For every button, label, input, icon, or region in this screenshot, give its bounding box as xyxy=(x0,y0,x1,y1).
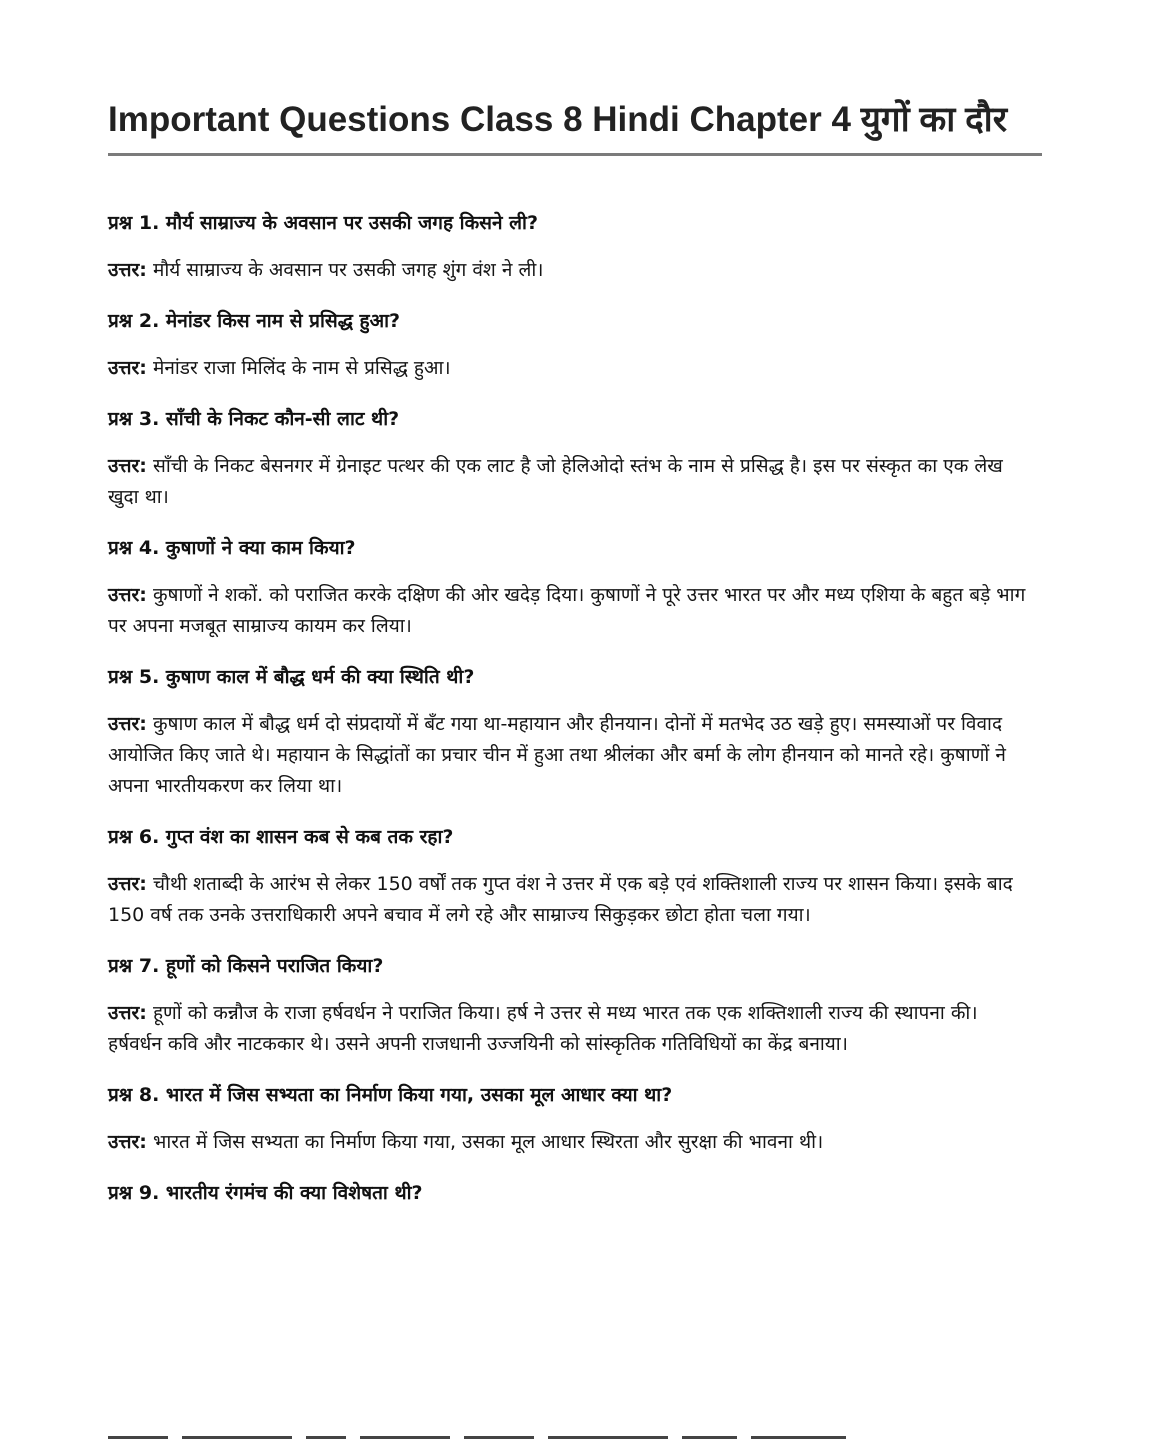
answer-label: उत्तर: xyxy=(108,1131,147,1153)
question-6: प्रश्न 6. गुप्त वंश का शासन कब से कब तक रहा? xyxy=(108,826,454,848)
answer-text: भारत में जिस सभ्यता का निर्माण किया गया, उसका मूल आधार स्थिरता और सुरक्षा की भावना थी। xyxy=(152,1131,824,1153)
question-answer-list xyxy=(108,208,1033,1208)
answer-5 xyxy=(108,709,1033,802)
answer-text: चौथी शताब्दी के आरंभ से लेकर 150 वर्षों तक गुप्त वंश ने उत्तर में एक बड़े एवं शक्तिशाली राज्य पर शासन किया। इसके बाद 150 वर्ष तक उनके उत्तराधिकारी अपने बचाव में लगे रहे और साम्राज्य सिकुड़कर छोटा होता चला गया। xyxy=(108,873,1013,926)
answer-1 xyxy=(108,255,1033,286)
question-7: प्रश्न 7. हूणों को किसने पराजित किया? xyxy=(108,955,384,977)
cut-off-text-line xyxy=(108,1436,908,1444)
answer-2 xyxy=(108,353,1033,384)
answer-4 xyxy=(108,580,1033,642)
answer-label: उत्तर: xyxy=(108,873,147,895)
answer-label: उत्तर: xyxy=(108,713,147,735)
question-1: प्रश्न 1. मौर्य साम्राज्य के अवसान पर उसकी जगह किसने ली? xyxy=(108,212,538,234)
answer-text: मेनांडर राजा मिलिंद के नाम से प्रसिद्ध हुआ। xyxy=(152,357,451,379)
answer-label: उत्तर: xyxy=(108,259,147,281)
question-8: प्रश्न 8. भारत में जिस सभ्यता का निर्माण किया गया, उसका मूल आधार क्या था? xyxy=(108,1084,673,1106)
answer-text: मौर्य साम्राज्य के अवसान पर उसकी जगह शुंग वंश ने ली। xyxy=(152,259,544,281)
answer-label: उत्तर: xyxy=(108,455,147,477)
question-9: प्रश्न 9. भारतीय रंगमंच की क्या विशेषता थी? xyxy=(108,1182,423,1204)
answer-label: उत्तर: xyxy=(108,357,147,379)
answer-text: कुषाण काल में बौद्ध धर्म दो संप्रदायों में बँट गया था-महायान और हीनयान। दोनों में मतभेद उठ खड़े हुए। समस्याओं पर विवाद आयोजित किए जाते थे। महायान के सिद्धांतों का प्रचार चीन में हुआ तथा श्रीलंका और बर्मा के लोग हीनयान को मानते रहे। कुषाणों ने अपना भारतीयकरण कर लिया था। xyxy=(108,713,1006,797)
question-3: प्रश्न 3. साँची के निकट कौन-सी लाट थी? xyxy=(108,408,400,430)
question-5: प्रश्न 5. कुषाण काल में बौद्ध धर्म की क्या स्थिति थी? xyxy=(108,666,475,688)
answer-3 xyxy=(108,451,1033,513)
question-2: प्रश्न 2. मेनांडर किस नाम से प्रसिद्ध हुआ? xyxy=(108,310,401,332)
question-4: प्रश्न 4. कुषाणों ने क्या काम किया? xyxy=(108,537,356,559)
answer-6 xyxy=(108,869,1033,931)
answer-text: साँची के निकट बेसनगर में ग्रेनाइट पत्थर की एक लाट है जो हेलिओदो स्तंभ के नाम से प्रसिद्ध है। इस पर संस्कृत का एक लेख खुदा था। xyxy=(108,455,1003,508)
answer-label: उत्तर: xyxy=(108,1002,147,1024)
answer-text: हूणों को कन्नौज के राजा हर्षवर्धन ने पराजित किया। हर्ष ने उत्तर से मध्य भारत तक एक शक्तिशाली राज्य की स्थापना की। हर्षवर्धन कवि और नाटककार थे। उसने अपनी राजधानी उज्जयिनी को सांस्कृतिक गतिविधियों का केंद्र बनाया। xyxy=(108,1002,978,1055)
answer-label: उत्तर: xyxy=(108,584,147,606)
title-divider xyxy=(108,153,1042,156)
answer-7 xyxy=(108,998,1033,1060)
answer-8 xyxy=(108,1127,1033,1158)
page-title: Important Questions Class 8 Hindi Chapter 4 युगों का दौर xyxy=(108,100,1008,139)
answer-text: कुषाणों ने शकों. को पराजित करके दक्षिण की ओर खदेड़ दिया। कुषाणों ने पूरे उत्तर भारत पर और मध्य एशिया के बहुत बड़े भाग पर अपना मजबूत साम्राज्य कायम कर लिया। xyxy=(108,584,1026,637)
